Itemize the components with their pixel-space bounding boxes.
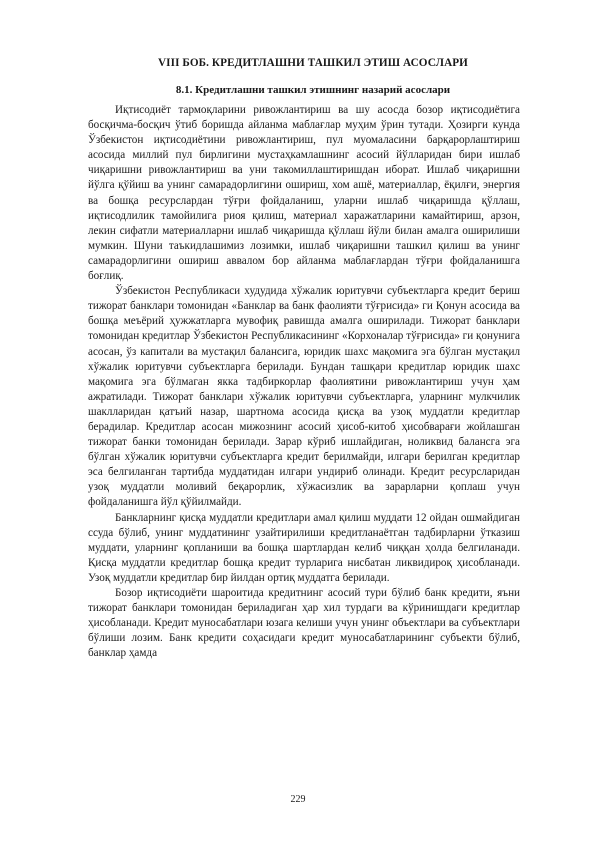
paragraph: Ўзбекистон Республикаси худудида хўжалик юритувчи субъектларга кредит бериш тижорат банклари томонидан «Банклар ва банк фаолияти тўғрисида» ги Қонун асосида ва бошқа меъёрий ҳужжатларга мувофиқ равишда амалга оширилади. Тижорат банклари томонидан кредитлар Ўзбекистон Республикасининг «Корхоналар тўғрисида» ги қонунига асосан, ўз капитали ва мустақил балансига, юридик шахс мақомига эга бўлган мустақил хўжалик юритувчи субъектларга берилади. Бундан ташқари кредитлар юридик шахс мақомига эга бўлмаган якка тадбиркорлар фаолиятини ривожлантириш учун ҳам ажратилади. Тижорат банклари хўжалик юритувчи субъектларга, уларнинг мулкчилик шаклларидан қатъий назар, шартнома асосида қисқа ва узоқ муддатли кредитлар берадилар. Кредитлар асосан мижознинг асосий ҳисоб-китоб ҳисобварағи жойлашган тижорат банки томонидан берилади. Зарар кўриб ишлайдиган, ноликвид балансга эга бўлган хўжалик юритувчи субъектларга кредит берилмайди, илгари берилган кредитлар эса белгиланган тартибда муддатидан илгари ундириб олинади. Кредит ресурсларидан узоқ муддатли моливий беқарорлик, хўжасизлик ва зарарларни қоплаш учун фойдаланишга йўл қўйилмайди.	[88, 285, 520, 509]
paragraph: Иқтисодиёт тармоқларини ривожлантириш ва шу асосда бозор иқтисодиётига босқичма-босқич ўтиб боришда айланма маблағлар муҳим ўрин тутади. Ҳозирги кунда Ўзбекистон иқтисодиётини ривожлантириш, пул муомаласини барқарорлаштириш асосида миллий пул бирлигини мустаҳкамлашнинг асосий йўлларидан бири ишлаб чиқаришни ривожлантириш ва уни такомиллаштиришдан иборат. Ишлаб чиқаришни йўлга қўйиш ва унинг самарадорлигини ошириш, хом ашё, материаллар, ёқилғи, энергия ва бошқа ресурслардан тўғри фойдаланиш, уларни ишлаб чиқаришда қўллаш, иқтисодлилик тамойилига риоя қилиш, материал харажатларини камайтириш, арзон, лекин сифатли материалларни ишлаб чиқаришда қўллаш йўли билан амалга оширилиши мумкин. Шуни таъкидлашимиз лозимки, ишлаб чиқаришни ташкил қилиш ва унинг самарадорлигини ошириш аввалом бор айланма маблағлардан тўғри фойдаланишга боғлиқ.	[88, 104, 520, 283]
body-text	[88, 103, 520, 661]
chapter-title: VIII БОБ. КРЕДИТЛАШНИ ТАШКИЛ ЭТИШ АСОСЛАРИ	[157, 57, 468, 69]
paragraph: Банкларнинг қисқа муддатли кредитлари амал қилиш муддати 12 ойдан ошмайдиган ссуда бўлиб, унинг муддатининг узайтирилиши кредитланаётган тадбирларни ўтказиш муддати, уларнинг қопланиши ва бошқа шартлардан келиб чиққан ҳолда белгиланади. Қисқа муддатли кредитлар бошқа кредит турларига нисбатан ликвидироқ ҳисобланади. Узоқ муддатли кредитлар бир йилдан ортиқ муддатга берилади.	[88, 511, 520, 584]
paragraph: Бозор иқтисодиёти шароитида кредитнинг асосий тури бўлиб банк кредити, яъни тижорат банклари томонидан бериладиган ҳар хил турдаги ва кўринишдаги кредитлар ҳисобланади. Кредит муносабатлари юзага келиши учун унинг объектлари ва субъектлари бўлиши лозим. Банк кредити соҳасидаги кредит муносабатларининг субъекти бўлиб, банклар ҳамда	[88, 587, 520, 660]
page-number: 229	[290, 794, 306, 805]
section-title: 8.1. Кредитлашни ташкил этишнинг назарий асослари	[175, 84, 451, 96]
